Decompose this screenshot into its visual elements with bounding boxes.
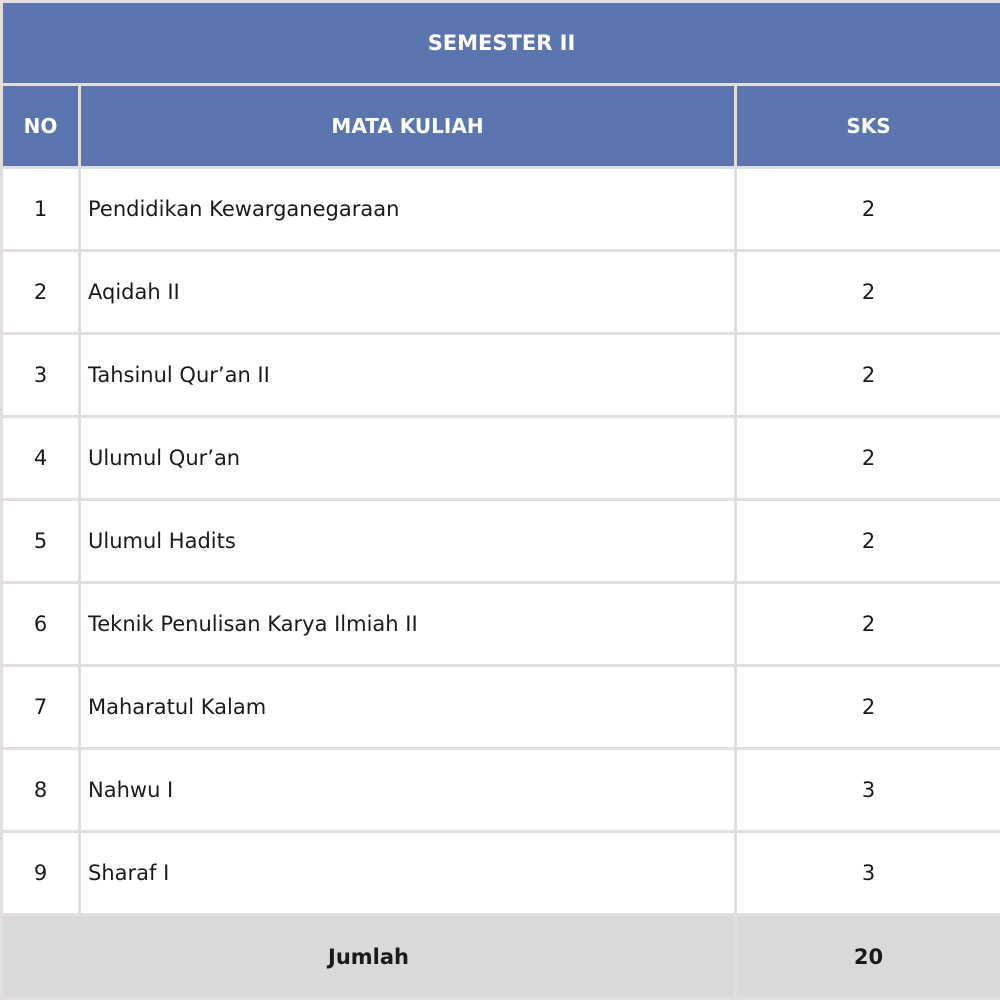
row-number: 1 xyxy=(2,168,80,251)
row-number: 3 xyxy=(2,334,80,417)
table-row xyxy=(2,500,1000,583)
table-row xyxy=(2,749,1000,832)
course-name: Ulumul Qur’an xyxy=(80,417,736,500)
header-mata-kuliah: MATA KULIAH xyxy=(80,85,736,168)
header-sks: SKS xyxy=(736,85,1000,168)
column-header-row xyxy=(2,85,1000,168)
row-number: 8 xyxy=(2,749,80,832)
course-name: Sharaf I xyxy=(80,832,736,915)
semester-title-row xyxy=(2,2,1000,85)
row-number: 2 xyxy=(2,251,80,334)
header-no: NO xyxy=(2,85,80,168)
course-sks: 3 xyxy=(736,749,1000,832)
course-sks: 2 xyxy=(736,334,1000,417)
course-sks: 2 xyxy=(736,168,1000,251)
course-name: Teknik Penulisan Karya Ilmiah II xyxy=(80,583,736,666)
row-number: 5 xyxy=(2,500,80,583)
row-number: 6 xyxy=(2,583,80,666)
table-row xyxy=(2,666,1000,749)
total-value: 20 xyxy=(736,915,1000,999)
table-row xyxy=(2,168,1000,251)
course-name: Nahwu I xyxy=(80,749,736,832)
course-sks: 2 xyxy=(736,583,1000,666)
course-sks: 2 xyxy=(736,417,1000,500)
table-row xyxy=(2,583,1000,666)
course-sks: 2 xyxy=(736,500,1000,583)
total-row xyxy=(2,915,1000,999)
course-sks: 2 xyxy=(736,251,1000,334)
row-number: 7 xyxy=(2,666,80,749)
table-row xyxy=(2,334,1000,417)
table-row xyxy=(2,832,1000,915)
semester-title: SEMESTER II xyxy=(2,2,1000,85)
course-name: Aqidah II xyxy=(80,251,736,334)
table-row xyxy=(2,417,1000,500)
course-name: Pendidikan Kewarganegaraan xyxy=(80,168,736,251)
table-row xyxy=(2,251,1000,334)
total-label: Jumlah xyxy=(2,915,736,999)
course-sks: 2 xyxy=(736,666,1000,749)
course-name: Ulumul Hadits xyxy=(80,500,736,583)
row-number: 4 xyxy=(2,417,80,500)
row-number: 9 xyxy=(2,832,80,915)
course-name: Maharatul Kalam xyxy=(80,666,736,749)
course-sks: 3 xyxy=(736,832,1000,915)
course-name: Tahsinul Qur’an II xyxy=(80,334,736,417)
